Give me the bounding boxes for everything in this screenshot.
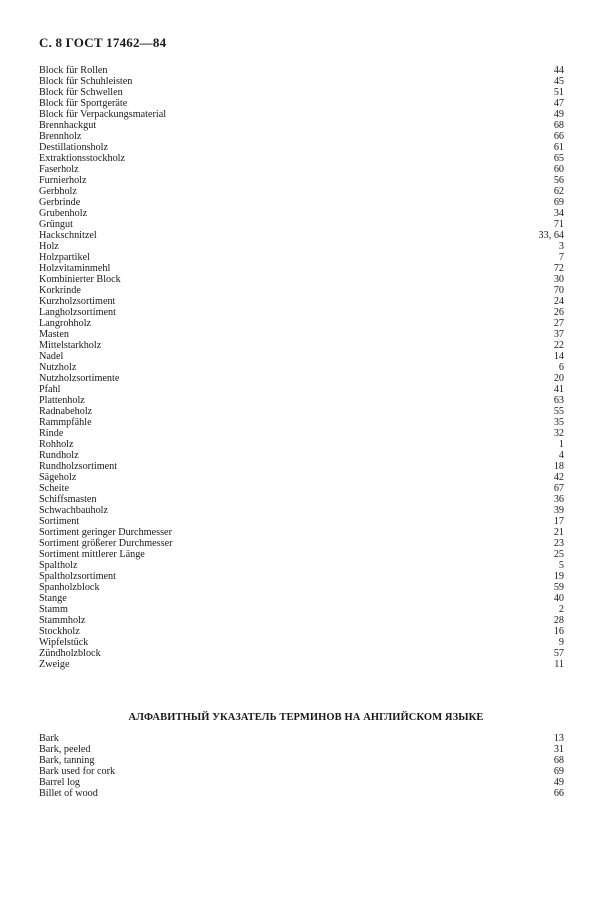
index-number: 2	[558, 604, 564, 615]
index-term: Sortiment größerer Durchmesser	[39, 538, 173, 549]
index-term: Zündholzblock	[39, 648, 101, 659]
index-number: 24	[553, 296, 564, 307]
index-term: Radnabeholz	[39, 406, 93, 417]
index-term: Bark, peeled	[39, 744, 91, 755]
index-number: 18	[553, 461, 564, 472]
index-row	[39, 285, 564, 296]
index-number: 63	[553, 395, 564, 406]
index-term: Grubenholz	[39, 208, 88, 219]
index-row	[39, 120, 564, 131]
index-number: 6	[558, 362, 564, 373]
index-row	[39, 76, 564, 87]
index-number: 56	[553, 175, 564, 186]
index-number: 66	[553, 131, 564, 142]
index-term: Block für Verpackungsmaterial	[39, 109, 167, 120]
index-row	[39, 318, 564, 329]
index-row	[39, 417, 564, 428]
index-number: 22	[553, 340, 564, 351]
index-term: Destillationsholz	[39, 142, 109, 153]
index-term: Rinde	[39, 428, 64, 439]
index-number: 39	[553, 505, 564, 516]
index-term: Spanholzblock	[39, 582, 100, 593]
index-number: 72	[553, 263, 564, 274]
index-number: 49	[553, 109, 564, 120]
index-row	[39, 175, 564, 186]
index-term: Bark used for cork	[39, 766, 116, 777]
index-number: 4	[558, 450, 564, 461]
index-term: Rundholzsortiment	[39, 461, 118, 472]
index-row	[39, 87, 564, 98]
index-term: Bark, tanning	[39, 755, 95, 766]
index-number: 17	[553, 516, 564, 527]
index-term: Sortiment mittlerer Länge	[39, 549, 145, 560]
index-row	[39, 65, 564, 76]
index-number: 66	[553, 788, 564, 799]
index-number: 45	[553, 76, 564, 87]
index-number: 32	[553, 428, 564, 439]
index-number: 27	[553, 318, 564, 329]
index-number: 55	[553, 406, 564, 417]
index-row	[39, 351, 564, 362]
index-number: 60	[553, 164, 564, 175]
index-number: 23	[553, 538, 564, 549]
index-row	[39, 527, 564, 538]
index-number: 25	[553, 549, 564, 560]
index-row	[39, 593, 564, 604]
index-row	[39, 461, 564, 472]
index-term: Rundholz	[39, 450, 79, 461]
index-row	[39, 186, 564, 197]
index-term: Stockholz	[39, 626, 80, 637]
index-row	[39, 505, 564, 516]
index-number: 31	[553, 744, 564, 755]
index-term: Spaltholzsortiment	[39, 571, 116, 582]
index-row	[39, 428, 564, 439]
index-number: 28	[553, 615, 564, 626]
index-row	[39, 98, 564, 109]
index-number: 62	[553, 186, 564, 197]
index-number: 16	[553, 626, 564, 637]
index-term: Schwachbauholz	[39, 505, 109, 516]
index-term: Stamm	[39, 604, 68, 615]
index-row	[39, 777, 564, 788]
index-term: Faserholz	[39, 164, 79, 175]
index-number: 51	[553, 87, 564, 98]
index-row	[39, 615, 564, 626]
index-row	[39, 439, 564, 450]
index-term: Rohholz	[39, 439, 74, 450]
index-row	[39, 329, 564, 340]
index-row	[39, 472, 564, 483]
index-row	[39, 788, 564, 799]
index-number: 37	[553, 329, 564, 340]
index-number: 41	[553, 384, 564, 395]
index-number: 44	[553, 65, 564, 76]
index-term: Sortiment	[39, 516, 80, 527]
index-term: Rammpfähle	[39, 417, 92, 428]
index-number: 1	[558, 439, 564, 450]
index-number: 71	[553, 219, 564, 230]
index-number: 21	[553, 527, 564, 538]
index-row	[39, 637, 564, 648]
index-row	[39, 373, 564, 384]
index-number: 14	[553, 351, 564, 362]
index-number: 19	[553, 571, 564, 582]
index-number: 42	[553, 472, 564, 483]
index-number: 7	[558, 252, 564, 263]
index-term: Korkrinde	[39, 285, 81, 296]
index-row	[39, 384, 564, 395]
index-term: Mittelstarkholz	[39, 340, 102, 351]
index-row	[39, 109, 564, 120]
index-row	[39, 571, 564, 582]
index-row	[39, 733, 564, 744]
index-term: Nutzholzsortimente	[39, 373, 120, 384]
index-number: 65	[553, 153, 564, 164]
index-number: 33, 64	[538, 230, 564, 241]
index-row	[39, 230, 564, 241]
index-term: Brennholz	[39, 131, 82, 142]
index-term: Pfahl	[39, 384, 61, 395]
index-term: Block für Rollen	[39, 65, 108, 76]
index-term: Kurzholzsortiment	[39, 296, 116, 307]
index-term: Extraktionsstockholz	[39, 153, 126, 164]
index-term: Grüngut	[39, 219, 73, 230]
index-row	[39, 131, 564, 142]
index-term: Barrel log	[39, 777, 81, 788]
index-number: 69	[553, 766, 564, 777]
index-number: 13	[553, 733, 564, 744]
index-term: Sortiment geringer Durchmesser	[39, 527, 172, 538]
index-row	[39, 755, 564, 766]
index-term: Holzpartikel	[39, 252, 90, 263]
index-row	[39, 483, 564, 494]
index-row	[39, 450, 564, 461]
index-row	[39, 197, 564, 208]
index-term: Wipfelstück	[39, 637, 89, 648]
english-index-title: АЛФАВИТНЫЙ УКАЗАТЕЛЬ ТЕРМИНОВ НА АНГЛИЙСКОМ ЯЗЫКЕ	[128, 712, 484, 723]
index-term: Block für Schwellen	[39, 87, 123, 98]
index-term: Stammholz	[39, 615, 86, 626]
index-row	[39, 648, 564, 659]
index-row	[39, 766, 564, 777]
index-number: 59	[553, 582, 564, 593]
index-number: 69	[553, 197, 564, 208]
index-term: Block für Schuhleisten	[39, 76, 133, 87]
index-term: Gerbholz	[39, 186, 77, 197]
index-row	[39, 744, 564, 755]
index-row	[39, 560, 564, 571]
index-number: 57	[553, 648, 564, 659]
index-term: Billet of wood	[39, 788, 98, 799]
index-row	[39, 164, 564, 175]
english-term-index	[39, 733, 564, 799]
page-header: С. 8 ГОСТ 17462—84	[39, 35, 167, 50]
index-row	[39, 406, 564, 417]
index-term: Hackschnitzel	[39, 230, 97, 241]
index-number: 70	[553, 285, 564, 296]
index-term: Holz	[39, 241, 59, 252]
index-term: Plattenholz	[39, 395, 85, 406]
index-term: Zweige	[39, 659, 70, 670]
index-row	[39, 208, 564, 219]
index-number: 47	[553, 98, 564, 109]
index-term: Scheite	[39, 483, 69, 494]
index-number: 9	[558, 637, 564, 648]
index-number: 3	[558, 241, 564, 252]
index-row	[39, 219, 564, 230]
index-term: Schiffsmasten	[39, 494, 97, 505]
index-row	[39, 538, 564, 549]
index-term: Sägeholz	[39, 472, 77, 483]
index-term: Bark	[39, 733, 59, 744]
index-row	[39, 241, 564, 252]
index-row	[39, 494, 564, 505]
index-number: 26	[553, 307, 564, 318]
index-number: 40	[553, 593, 564, 604]
index-row	[39, 263, 564, 274]
index-term: Gerbrinde	[39, 197, 81, 208]
index-number: 11	[554, 659, 564, 670]
index-row	[39, 340, 564, 351]
index-row	[39, 142, 564, 153]
index-term: Langholzsortiment	[39, 307, 116, 318]
index-number: 20	[553, 373, 564, 384]
index-number: 68	[553, 120, 564, 131]
index-row	[39, 362, 564, 373]
index-row	[39, 516, 564, 527]
index-term: Block für Sportgeräte	[39, 98, 128, 109]
german-term-index	[39, 65, 564, 670]
index-term: Nadel	[39, 351, 64, 362]
index-term: Langrohholz	[39, 318, 92, 329]
index-row	[39, 659, 564, 670]
index-term: Stange	[39, 593, 67, 604]
index-term: Spaltholz	[39, 560, 78, 571]
index-number: 5	[558, 560, 564, 571]
index-row	[39, 153, 564, 164]
index-row	[39, 626, 564, 637]
index-number: 49	[553, 777, 564, 788]
index-number: 34	[553, 208, 564, 219]
index-row	[39, 274, 564, 285]
index-term: Holzvitaminmehl	[39, 263, 111, 274]
index-row	[39, 296, 564, 307]
index-term: Kombinierter Block	[39, 274, 121, 285]
index-row	[39, 549, 564, 560]
index-term: Brennhackgut	[39, 120, 97, 131]
index-number: 30	[553, 274, 564, 285]
index-term: Masten	[39, 329, 69, 340]
index-row	[39, 582, 564, 593]
index-number: 68	[553, 755, 564, 766]
index-row	[39, 604, 564, 615]
index-number: 61	[553, 142, 564, 153]
index-row	[39, 395, 564, 406]
index-row	[39, 307, 564, 318]
index-term: Furnierholz	[39, 175, 87, 186]
index-term: Nutzholz	[39, 362, 77, 373]
index-number: 36	[553, 494, 564, 505]
index-row	[39, 252, 564, 263]
index-number: 67	[553, 483, 564, 494]
index-number: 35	[553, 417, 564, 428]
